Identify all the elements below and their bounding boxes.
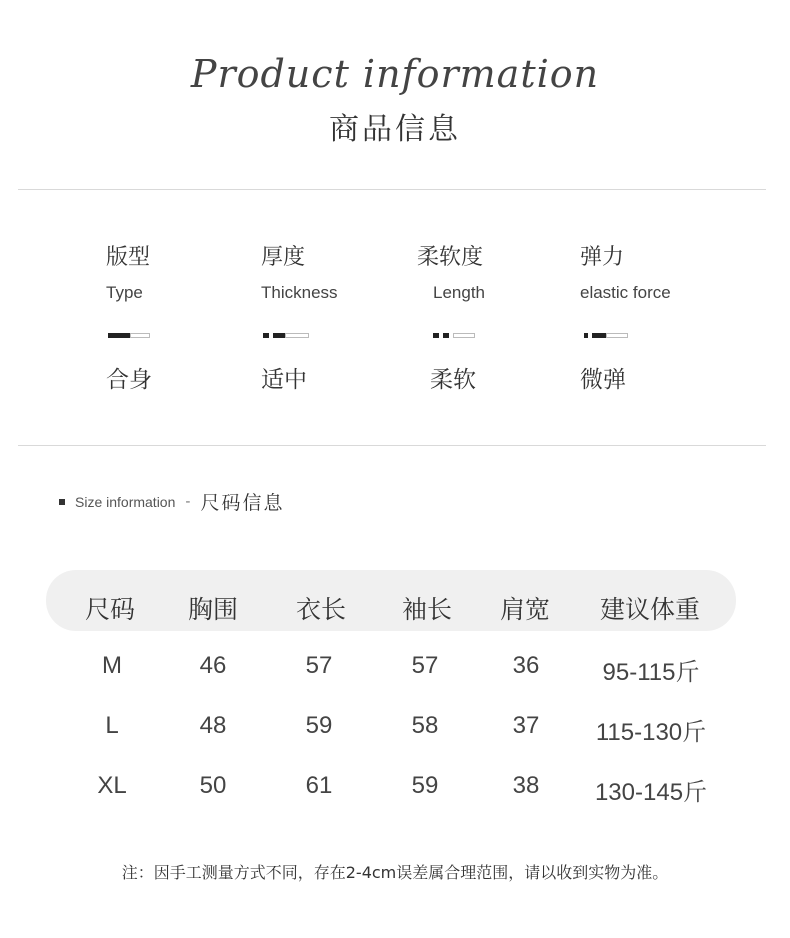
attribute-value: 柔软 — [430, 367, 476, 393]
size-info-label-cn: 尺码信息 — [200, 492, 285, 514]
attribute-label-cn: 版型 — [106, 245, 151, 270]
attribute-label-cn: 弹力 — [580, 245, 625, 270]
title-chinese: 商品信息 — [329, 112, 461, 147]
attribute-type — [106, 240, 276, 394]
attribute-label-en: Thickness — [261, 283, 338, 302]
table-cell: XL — [97, 772, 127, 799]
table-header-weight: 建议体重 — [599, 595, 701, 624]
table-cell: M — [102, 652, 122, 679]
table-header-shoulder: 肩宽 — [499, 595, 551, 624]
table-header-sleeve: 袖长 — [401, 595, 453, 624]
attribute-level-indicator — [417, 333, 587, 339]
divider-middle — [18, 445, 766, 446]
attribute-label-en: elastic force — [580, 283, 671, 302]
attribute-level-indicator — [580, 333, 750, 339]
table-cell: 59 — [411, 772, 439, 799]
title-english: Product information — [190, 52, 600, 96]
table-cell: 57 — [305, 652, 333, 679]
attribute-level-indicator — [261, 333, 431, 339]
table-cell: L — [105, 712, 119, 739]
table-cell: 130-145斤 — [594, 779, 708, 806]
table-cell: 37 — [512, 712, 540, 739]
table-cell: 115-130斤 — [595, 719, 707, 746]
table-cell: 61 — [305, 772, 333, 799]
attribute-label-en: Length — [433, 283, 485, 302]
table-cell: 57 — [411, 652, 439, 679]
table-cell: 36 — [512, 652, 540, 679]
table-header-length: 衣长 — [295, 595, 347, 624]
attribute-thickness — [261, 240, 431, 394]
divider-top — [18, 189, 766, 190]
attribute-label-cn: 柔软度 — [417, 245, 484, 270]
square-bullet-icon — [59, 499, 65, 505]
attribute-softness — [417, 240, 587, 394]
attribute-level-indicator — [106, 333, 276, 339]
size-info-label-en: Size information — [75, 493, 176, 510]
size-info-separator: - — [185, 493, 191, 510]
attribute-elasticity — [580, 240, 750, 394]
table-cell: 59 — [305, 712, 333, 739]
size-info-heading — [59, 488, 284, 515]
table-cell: 46 — [199, 652, 227, 679]
attribute-label-cn: 厚度 — [261, 245, 306, 270]
attribute-value: 微弹 — [580, 367, 626, 393]
measurement-note: 注：因手工测量方式不同，存在2-4cm误差属合理范围，请以收到实物为准。 — [121, 863, 669, 882]
table-cell: 48 — [199, 712, 227, 739]
attribute-label-en: Type — [106, 283, 143, 302]
table-cell: 50 — [199, 772, 227, 799]
table-header-chest: 胸围 — [187, 595, 239, 624]
attribute-value: 合身 — [106, 367, 152, 393]
table-cell: 58 — [411, 712, 439, 739]
table-header-size: 尺码 — [84, 595, 136, 624]
table-cell: 95-115斤 — [602, 659, 700, 686]
table-cell: 38 — [512, 772, 540, 799]
attribute-value: 适中 — [261, 367, 307, 393]
